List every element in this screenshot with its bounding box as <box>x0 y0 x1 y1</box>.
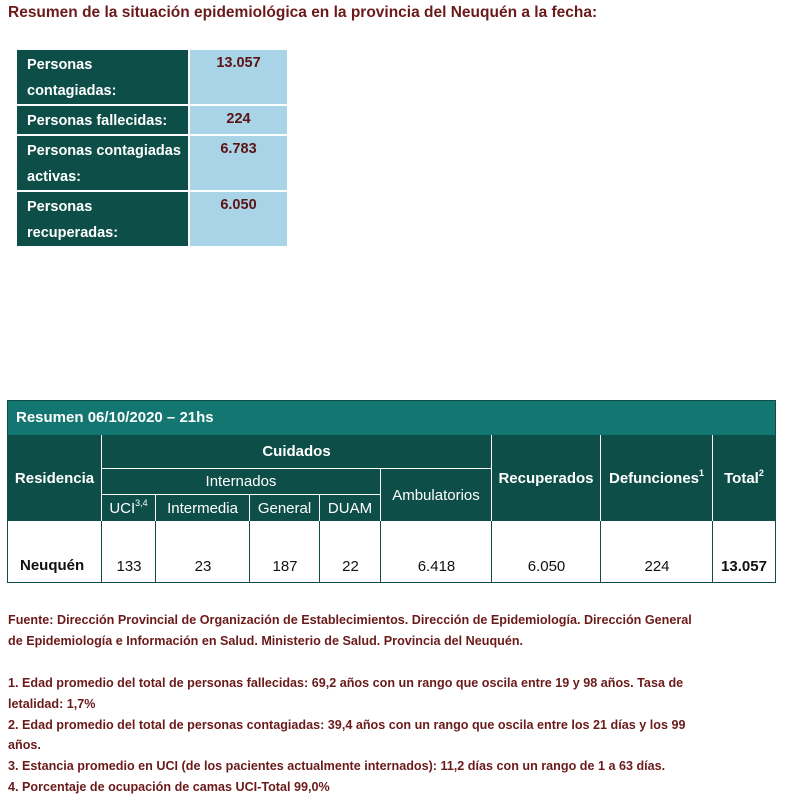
header-uci-label <box>109 497 148 517</box>
footnote-1-line-2: letalidad: 1,7% <box>8 697 96 711</box>
cell-recuperados-value: 6.050 <box>527 558 566 575</box>
cell-residencia <box>8 521 102 582</box>
footnote-4: 4. Porcentaje de ocupación de camas UCI-Total 99,0% <box>8 780 330 794</box>
cell-intermedia <box>156 521 250 582</box>
header-cuidados <box>102 435 492 469</box>
cell-uci <box>102 521 156 582</box>
header-residencia-label: Residencia <box>14 469 95 487</box>
cell-recuperados <box>492 521 601 582</box>
table-caption: Resumen 06/10/2020 – 21hs <box>16 409 214 426</box>
cell-duam <box>320 521 381 582</box>
header-intermedia-label: Intermedia <box>167 499 238 517</box>
cell-total-value: 13.057 <box>721 558 767 575</box>
header-defunciones-label <box>608 467 705 487</box>
cell-defunciones-value: 224 <box>644 558 670 575</box>
total-sup: 2 <box>758 467 764 478</box>
header-defunciones <box>601 435 713 521</box>
header-recuperados-label: Recuperados <box>498 469 594 487</box>
header-internados-label: Internados <box>205 473 277 490</box>
header-total-label <box>724 467 764 487</box>
summary-label-recuperadas: Personas recuperadas: <box>17 191 189 247</box>
header-internados <box>102 469 381 495</box>
summary-row <box>17 135 287 191</box>
header-intermedia <box>156 495 250 521</box>
header-duam-label: DUAM <box>327 499 373 517</box>
defunciones-sup: 1 <box>699 467 705 478</box>
cell-uci-value: 133 <box>116 558 142 575</box>
uci-text: UCI <box>109 499 136 517</box>
footnote-1-line-1: 1. Edad promedio del total de personas fallecidas: 69,2 años con un rango que oscila entre 19 y 98 años. Tasa de <box>8 676 684 690</box>
cases-table <box>7 400 776 583</box>
cell-ambulatorios <box>381 521 492 582</box>
source-note-line-1: Fuente: Dirección Provincial de Organización de Establecimientos. Dirección de Epidemiología. Dirección General <box>8 613 692 627</box>
cell-general-value: 187 <box>272 558 298 575</box>
header-general-label: General <box>257 499 312 517</box>
summary-value-activas: 6.783 <box>189 135 287 191</box>
footnote-2-line-2: años. <box>8 738 41 752</box>
summary-label-fallecidas: Personas fallecidas: <box>17 105 189 135</box>
header-ambulatorios <box>381 469 492 521</box>
cell-duam-value: 22 <box>342 558 359 575</box>
cell-intermedia-value: 23 <box>194 558 212 575</box>
summary-row <box>17 191 287 247</box>
defunciones-text: Defunciones <box>608 469 699 487</box>
summary-value-recuperadas: 6.050 <box>189 191 287 247</box>
table-caption-bar <box>8 401 775 435</box>
header-duam <box>320 495 381 521</box>
cell-ambulatorios-value: 6.418 <box>417 558 456 575</box>
source-note-line-2: de Epidemiología e Información en Salud. Ministerio de Salud. Provincia del Neuquén. <box>8 634 524 648</box>
uci-sup: 3,4 <box>135 497 148 508</box>
header-residencia <box>8 435 102 521</box>
summary-row <box>17 105 287 135</box>
footnote-2-line-1: 2. Edad promedio del total de personas contagiadas: 39,4 años con un rango que oscila entre los 21 días y los 99 <box>8 718 686 732</box>
header-cuidados-label: Cuidados <box>262 443 331 460</box>
cell-defunciones <box>601 521 713 582</box>
summary-table <box>17 50 287 248</box>
cell-total <box>713 521 775 582</box>
summary-label-activas: Personas contagiadas activas: <box>17 135 189 191</box>
header-general <box>250 495 320 521</box>
cell-general <box>250 521 320 582</box>
header-recuperados <box>492 435 601 521</box>
footnote-3: 3. Estancia promedio en UCI (de los pacientes actualmente internados): 11,2 días con un rango de 1 a 63 días. <box>8 759 666 773</box>
page-title: Resumen de la situación epidemiológica en la provincia del Neuquén a la fecha: <box>8 4 598 21</box>
header-ambulatorios-label: Ambulatorios <box>392 486 480 504</box>
summary-label-contagiadas: Personas contagiadas: <box>17 50 189 105</box>
total-text: Total <box>724 469 759 487</box>
header-total <box>713 435 775 521</box>
summary-value-fallecidas: 224 <box>189 105 287 135</box>
summary-value-contagiadas: 13.057 <box>189 50 287 105</box>
header-uci <box>102 495 156 521</box>
summary-row <box>17 50 287 105</box>
cell-residencia-value: Neuquén <box>20 557 85 574</box>
